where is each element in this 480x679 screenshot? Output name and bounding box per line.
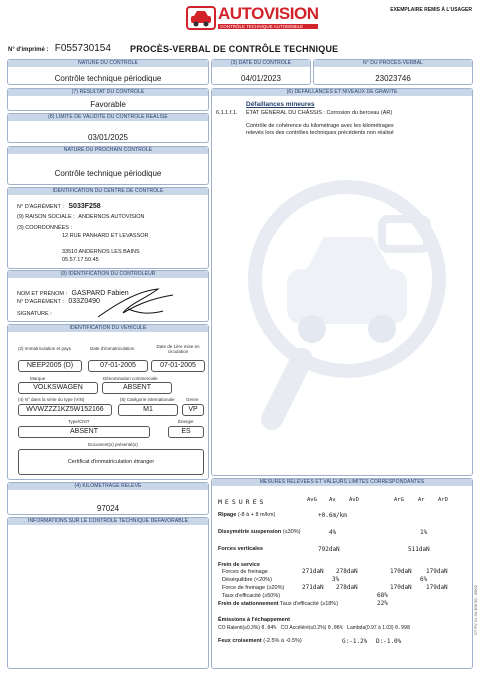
brand-logo [186,4,320,34]
km-value: 97024 [96,504,120,513]
fv-label: Forces verticales [218,546,263,552]
validity-header: (8) LIMITE DE VALIDITÉ DU CONTRÔLE RÉALISÉ [8,114,208,121]
date-box [211,59,311,85]
signature-mark [88,283,178,322]
ff-avg: 271daN [302,568,324,575]
car-emblem-icon [186,6,216,30]
fst-label: Frein de stationnement [218,601,279,607]
result-header: (7) RÉSULTAT DU CONTRÔLE [8,89,208,96]
co-accelere-label: CO Accéléré(≤0.2%) [280,625,327,631]
ff-label: Forces de freinage [222,569,268,575]
energie-value: ES [168,426,204,438]
fst-value: 22% [377,600,388,607]
ripage-value: +0.6m/km [318,512,347,519]
km-box [7,482,209,515]
form-reference: CT PV VL 04 306 00 - 05/02 [473,585,478,636]
defects-line-3: relevés lors des contrôles techniques précédents non réalisé [246,130,394,136]
col-ar: Ar [418,497,425,503]
label-immat: (2) Immatriculation et pays [18,346,72,351]
label-date-first: Date de 1ère mise en circulation [156,344,200,354]
susp-label: Dissymétrie suspension [218,529,282,535]
ff-ard: 179daN [426,568,448,575]
susp-av: 4% [329,529,337,536]
label-date-immat: Date d'immatriculation [90,346,135,351]
des-ar: 6% [420,576,428,583]
print-number-line [8,43,111,54]
magnifier-car-watermark-icon [232,159,462,439]
denom-value: ABSENT [102,382,172,394]
emissions-line [218,625,410,631]
fft-avd: 278daN [336,584,358,591]
validity-box [7,113,209,143]
label-genre: Genre [186,397,199,402]
immat-value: NEEP2005 (D) [18,360,82,372]
pv-box [313,59,473,85]
centre-agr-line [17,203,101,210]
marque-value: VOLKSWAGEN [18,382,98,394]
result-box [7,88,209,111]
km-header: (4) KILOMÉTRAGE RELEVÉ [8,483,208,490]
controller-box [7,270,209,322]
print-label: N° d'imprimé : [8,47,49,53]
controller-sig-label: SIGNATURE : [17,311,52,317]
defects-line-2: Contrôle de cohérence du kilométrage avec les kilométrages [246,123,394,129]
label-vin: (4) N° dans la série du type (VIN) [18,397,85,402]
ff-avd: 278daN [336,568,358,575]
co-ralenti-value: 0.04% [261,625,277,631]
centre-agr-value: S033F258 [68,203,101,210]
defects-title: Défaillances mineures [246,101,315,108]
col-arg: ArG [394,497,404,503]
col-avd: AvD [349,497,359,503]
label-type: Type/CNIT [68,419,90,424]
defects-code: 6.1.1.f.1. [216,110,238,116]
centre-address-1: 12 RUE PANHARD ET LEVASSOR [62,233,149,239]
centre-agr-label: N° D'AGRÉMENT : [17,204,64,210]
date-header: (3) DATE DU CONTRÔLE [212,60,310,67]
fst-line [218,601,338,607]
vin-value: WVWZZZ1KZ5W152166 [18,404,112,416]
fft-arg: 170daN [390,584,412,591]
result-value: Favorable [90,100,126,109]
co-ralenti-label: CO Ralenti(≤0.3%) [218,625,260,631]
fft-ard: 179daN [426,584,448,591]
controller-agr-label: N° D'AGRÉMENT : [17,299,64,305]
nature-header: NATURE DU CONTRÔLE [8,60,208,67]
fft-label: Force de freinage (≥20%) [222,585,285,591]
feux-label: Feux croisement [218,638,262,644]
defects-header: (6) DÉFAILLANCES ET NIVEAUX DE GRAVITÉ [212,89,472,96]
document-title: PROCÈS-VERBAL DE CONTRÔLE TECHNIQUE [130,44,339,54]
vehicle-box [7,324,209,480]
col-av: Av [329,497,336,503]
pv-value: 23023746 [375,74,411,83]
feux-d: D:-1.0% [376,638,402,645]
ripage-line [218,512,275,518]
susp-limit: (≤30%) [282,529,301,535]
ff-arg: 170daN [390,568,412,575]
label-energie: Énergie [178,419,194,424]
centre-phone: 05.57.17.50.45 [62,257,99,263]
label-cat: (5) Catégorie internationale [120,397,175,402]
fs-label: Frein de service [218,562,260,568]
des-label: Déséquilibre (<20%) [222,577,272,583]
centre-coord-label: (3) COORDONNÉES : [17,225,73,231]
centre-rs-value: ANDERNOS AUTOVISION [78,214,145,220]
date-first-value: 07-01-2005 [151,360,205,372]
centre-address-2: 33510 ANDERNOS LES BAINS [62,249,140,255]
pv-header: N° DU PROCÈS-VERBAL [314,60,472,67]
col-ard: ArD [438,497,448,503]
ripage-range: (-8 à + 8 m/km) [237,512,276,518]
cat-value: M1 [118,404,178,416]
measures-title: MESURES [218,498,267,506]
em-label: Émissions à l'échappement [218,617,290,623]
label-docs: Document(s) présenté(s) [88,442,138,447]
fst-limit: Taux d'efficacité (≥18%) [279,601,339,607]
centre-rs-line [17,214,145,220]
co-accelere-value: 0.06% [327,625,343,631]
print-number: F055730154 [54,43,111,54]
info-header: INFORMATIONS SUR LE CONTRÔLE TECHNIQUE DÉFAVORABLE [8,518,208,525]
fv-av: 792daN [318,546,340,553]
ripage-label: Ripage [218,512,237,518]
brand-subtitle: CONTRÔLE TECHNIQUE AUTOMOBILE [218,24,318,29]
nature-box [7,59,209,85]
controller-name-value: GASPARD Fabien [71,290,129,297]
defects-line-1: ÉTAT GÉNÉRAL DU CHÂSSIS : Corrosion du berceau (AR) [246,110,393,116]
controller-header: (9) IDENTIFICATION DU CONTRÔLEUR [8,271,208,278]
brand-name: AUTOVISION [218,4,319,23]
validity-value: 03/01/2025 [87,133,129,142]
te-value: 68% [377,592,388,599]
feux-line [218,638,302,644]
genre-value: VP [182,404,204,416]
centre-box [7,187,209,269]
susp-line [218,529,301,535]
centre-header: IDENTIFICATION DU CENTRE DE CONTRÔLE [8,188,208,195]
controller-name-label: NOM ET PRÉNOM : [17,291,68,297]
fv-ar: 511daN [408,546,430,553]
measures-box [211,478,473,669]
vehicle-header: IDENTIFICATION DU VÉHICULE [8,325,208,332]
defects-box [211,88,473,476]
lambda-label: Lambda(0.97 à 1.03) [347,625,394,631]
controller-agr-value: 033Z0490 [68,298,100,305]
nature-value: Contrôle technique périodique [54,74,162,83]
feux-limit: (-2.5% à -0.5%) [263,638,302,644]
susp-ar: 1% [420,529,428,536]
te-label: Taux d'efficacité (≥50%) [222,593,281,599]
copy-label: EXEMPLAIRE REMIS À L'USAGER [390,7,472,13]
label-denom: Dénomination commerciale [103,376,158,381]
type-value: ABSENT [18,426,150,438]
next-header: NATURE DU PROCHAIN CONTRÔLE [8,147,208,154]
fft-avg: 271daN [302,584,324,591]
lambda-value: 0.998 [394,625,411,631]
col-avg: AvG [307,497,317,503]
label-marque: Marque [30,376,46,381]
des-av: 3% [332,576,340,583]
date-immat-value: 07-01-2005 [88,360,148,372]
centre-rs-label: (9) RAISON SOCIALE : [17,214,75,220]
next-box [7,146,209,185]
measures-header: MESURES RELEVÉES ET VALEURS LIMITES CORRESPONDANTES [212,479,472,486]
next-value: Contrôle technique périodique [54,169,162,178]
feux-g: G:-1.2% [342,638,368,645]
info-box [7,517,209,669]
docs-value: Certificat d'immatriculation étranger [18,449,204,475]
date-value: 04/01/2023 [240,74,282,83]
